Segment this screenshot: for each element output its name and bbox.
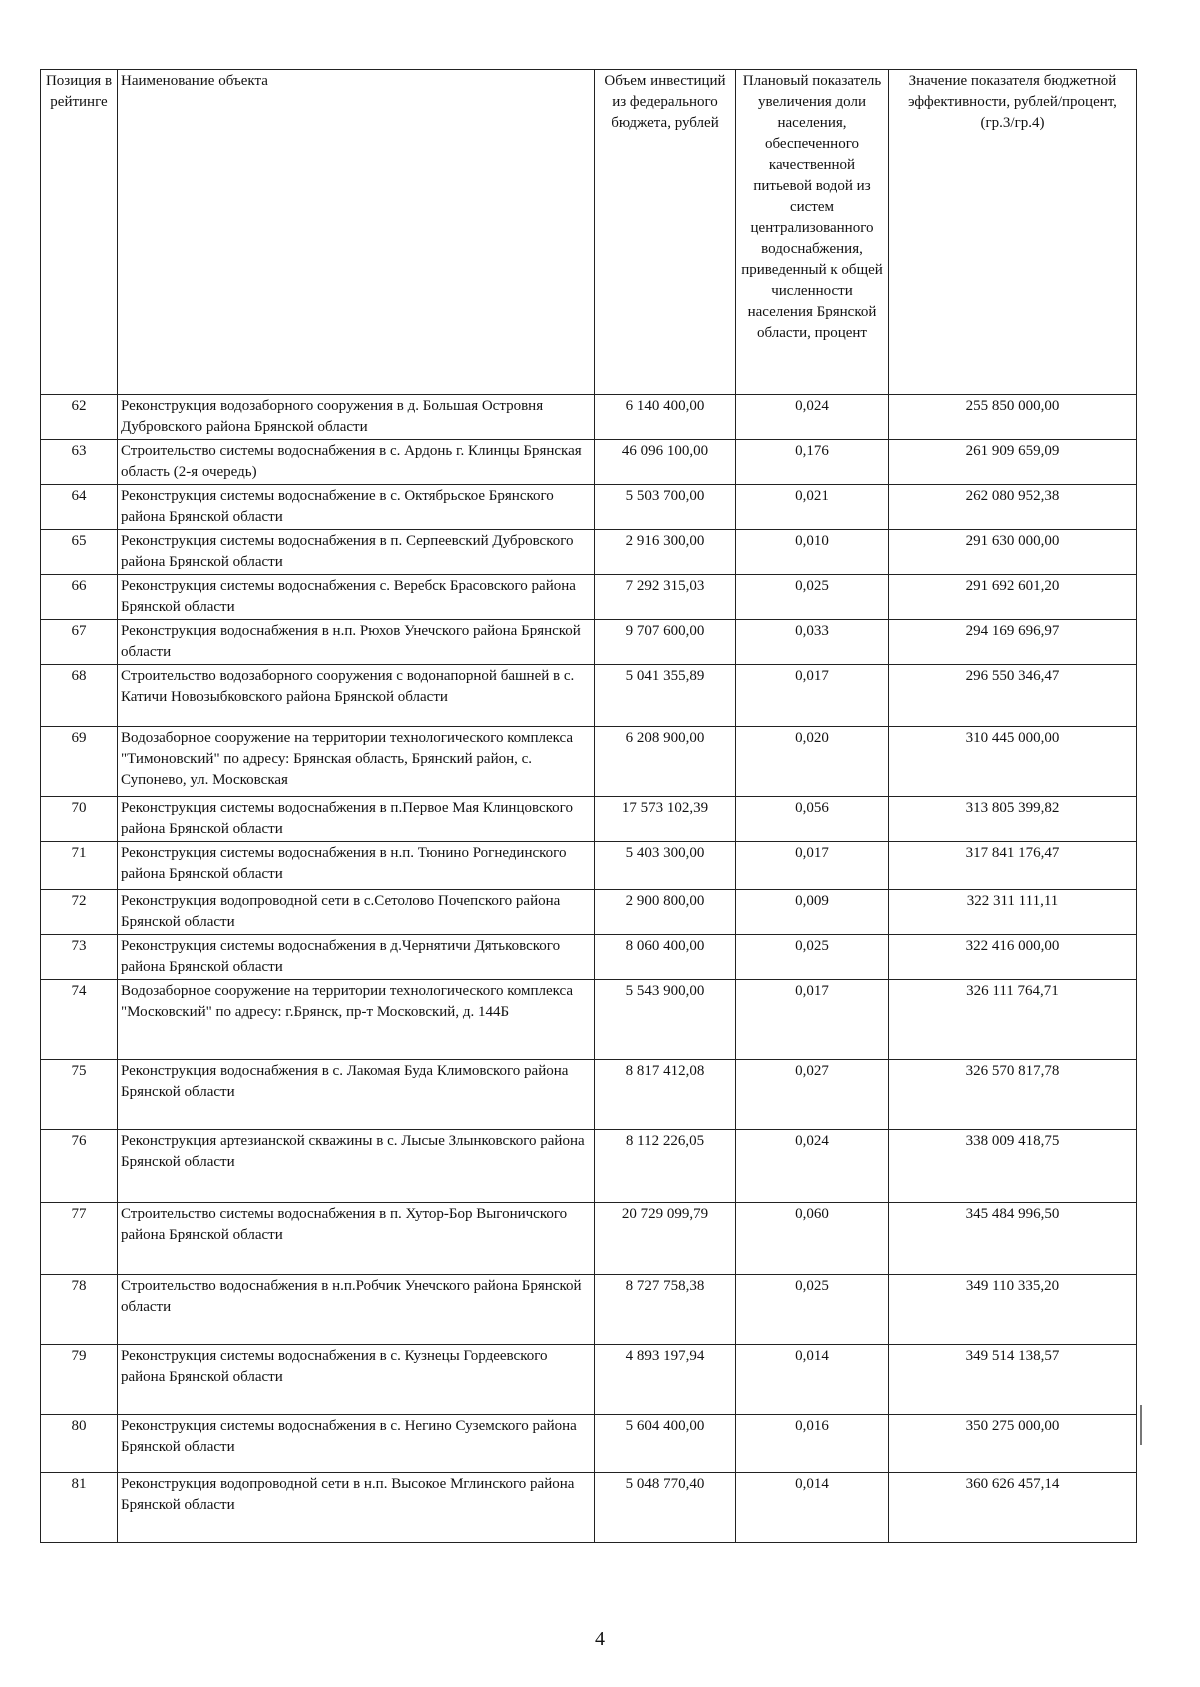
table-row <box>41 1130 1137 1203</box>
row-object-name: Реконструкция водоснабжения в с. Лакомая Буда Климовского района Брянской области <box>118 1060 595 1130</box>
row-planned-indicator: 0,025 <box>736 935 889 980</box>
row-planned-indicator: 0,027 <box>736 1060 889 1130</box>
row-position: 65 <box>41 530 118 575</box>
header-investment: Объем инвестиций из федерального бюджета, рублей <box>595 70 736 395</box>
row-position: 73 <box>41 935 118 980</box>
row-position: 79 <box>41 1345 118 1415</box>
row-position: 76 <box>41 1130 118 1203</box>
row-efficiency: 338 009 418,75 <box>889 1130 1137 1203</box>
row-planned-indicator: 0,025 <box>736 1275 889 1345</box>
table-row <box>41 1203 1137 1275</box>
row-investment: 5 041 355,89 <box>595 665 736 727</box>
row-object-name: Реконструкция водопроводной сети в н.п. Высокое Мглинского района Брянской области <box>118 1473 595 1543</box>
table-row <box>41 1345 1137 1415</box>
row-object-name: Реконструкция системы водоснабжения в п. Серпеевский Дубровского района Брянской области <box>118 530 595 575</box>
table-body <box>41 395 1137 1543</box>
row-planned-indicator: 0,014 <box>736 1345 889 1415</box>
row-investment: 9 707 600,00 <box>595 620 736 665</box>
row-planned-indicator: 0,024 <box>736 1130 889 1203</box>
table-row <box>41 440 1137 485</box>
row-object-name: Реконструкция водозаборного сооружения в д. Большая Островня Дубровского района Брянской области <box>118 395 595 440</box>
row-object-name: Реконструкция системы водоснабжения в н.п. Тюнино Рогнединского района Брянской области <box>118 842 595 890</box>
table-row <box>41 797 1137 842</box>
row-object-name: Реконструкция системы водоснабжения с. Веребск Брасовского района Брянской области <box>118 575 595 620</box>
row-position: 67 <box>41 620 118 665</box>
table-row <box>41 842 1137 890</box>
table-row <box>41 665 1137 727</box>
row-investment: 8 060 400,00 <box>595 935 736 980</box>
row-planned-indicator: 0,060 <box>736 1203 889 1275</box>
row-position: 75 <box>41 1060 118 1130</box>
row-position: 66 <box>41 575 118 620</box>
table-row <box>41 1473 1137 1543</box>
table-row <box>41 575 1137 620</box>
row-object-name: Реконструкция системы водоснабжение в с. Октябрьское Брянского района Брянской области <box>118 485 595 530</box>
header-position: Позиция в рейтинге <box>41 70 118 395</box>
row-investment: 8 112 226,05 <box>595 1130 736 1203</box>
row-efficiency: 349 110 335,20 <box>889 1275 1137 1345</box>
row-object-name: Реконструкция системы водоснабжения в с. Кузнецы Гордеевского района Брянской области <box>118 1345 595 1415</box>
row-investment: 17 573 102,39 <box>595 797 736 842</box>
table-row <box>41 485 1137 530</box>
row-efficiency: 360 626 457,14 <box>889 1473 1137 1543</box>
table-row <box>41 1060 1137 1130</box>
row-planned-indicator: 0,056 <box>736 797 889 842</box>
row-investment: 5 543 900,00 <box>595 980 736 1060</box>
row-position: 71 <box>41 842 118 890</box>
row-investment: 5 403 300,00 <box>595 842 736 890</box>
row-efficiency: 294 169 696,97 <box>889 620 1137 665</box>
row-position: 70 <box>41 797 118 842</box>
table-row <box>41 935 1137 980</box>
row-object-name: Реконструкция системы водоснабжения в с. Негино Суземского района Брянской области <box>118 1415 595 1473</box>
row-position: 63 <box>41 440 118 485</box>
row-object-name: Реконструкция водопроводной сети в с.Сетолово Почепского района Брянской области <box>118 890 595 935</box>
row-object-name: Реконструкция системы водоснабжения в д.Чернятичи Дятьковского района Брянской области <box>118 935 595 980</box>
scan-mark <box>1140 1405 1142 1445</box>
row-efficiency: 310 445 000,00 <box>889 727 1137 797</box>
table-row <box>41 1275 1137 1345</box>
row-investment: 46 096 100,00 <box>595 440 736 485</box>
row-planned-indicator: 0,009 <box>736 890 889 935</box>
row-position: 81 <box>41 1473 118 1543</box>
row-investment: 4 893 197,94 <box>595 1345 736 1415</box>
row-object-name: Строительство системы водоснабжения в п. Хутор-Бор Выгоничского района Брянской области <box>118 1203 595 1275</box>
row-planned-indicator: 0,020 <box>736 727 889 797</box>
row-planned-indicator: 0,017 <box>736 980 889 1060</box>
row-object-name: Реконструкция водоснабжения в н.п. Рюхов Унечского района Брянской области <box>118 620 595 665</box>
header-efficiency: Значение показателя бюджетной эффективности, рублей/процент, (гр.3/гр.4) <box>889 70 1137 395</box>
row-position: 62 <box>41 395 118 440</box>
row-investment: 8 817 412,08 <box>595 1060 736 1130</box>
row-investment: 5 604 400,00 <box>595 1415 736 1473</box>
row-efficiency: 262 080 952,38 <box>889 485 1137 530</box>
row-investment: 20 729 099,79 <box>595 1203 736 1275</box>
row-investment: 2 900 800,00 <box>595 890 736 935</box>
row-efficiency: 322 416 000,00 <box>889 935 1137 980</box>
table-row <box>41 395 1137 440</box>
row-planned-indicator: 0,021 <box>736 485 889 530</box>
row-efficiency: 291 692 601,20 <box>889 575 1137 620</box>
row-planned-indicator: 0,016 <box>736 1415 889 1473</box>
row-object-name: Строительство водозаборного сооружения с водонапорной башней в с. Катичи Новозыбковского района Брянской области <box>118 665 595 727</box>
row-position: 64 <box>41 485 118 530</box>
row-investment: 7 292 315,03 <box>595 575 736 620</box>
row-planned-indicator: 0,017 <box>736 665 889 727</box>
row-planned-indicator: 0,024 <box>736 395 889 440</box>
row-efficiency: 291 630 000,00 <box>889 530 1137 575</box>
row-investment: 6 140 400,00 <box>595 395 736 440</box>
row-efficiency: 313 805 399,82 <box>889 797 1137 842</box>
row-investment: 2 916 300,00 <box>595 530 736 575</box>
row-position: 68 <box>41 665 118 727</box>
rating-table <box>40 69 1137 1543</box>
header-object-name: Наименование объекта <box>118 70 595 395</box>
row-efficiency: 350 275 000,00 <box>889 1415 1137 1473</box>
row-position: 74 <box>41 980 118 1060</box>
table-row <box>41 727 1137 797</box>
row-efficiency: 345 484 996,50 <box>889 1203 1137 1275</box>
table-row <box>41 620 1137 665</box>
row-object-name: Водозаборное сооружение на территории технологического комплекса "Московский" по адресу: г.Брянск, пр-т Московский, д. 144Б <box>118 980 595 1060</box>
table-row <box>41 890 1137 935</box>
row-object-name: Водозаборное сооружение на территории технологического комплекса "Тимоновский" по адресу: Брянская область, Брянский район, с. Супонево, ул. Московская <box>118 727 595 797</box>
row-investment: 5 048 770,40 <box>595 1473 736 1543</box>
row-planned-indicator: 0,025 <box>736 575 889 620</box>
row-investment: 6 208 900,00 <box>595 727 736 797</box>
row-investment: 8 727 758,38 <box>595 1275 736 1345</box>
table-row <box>41 980 1137 1060</box>
row-object-name: Строительство водоснабжения в н.п.Робчик Унечского района Брянской области <box>118 1275 595 1345</box>
row-efficiency: 326 570 817,78 <box>889 1060 1137 1130</box>
row-position: 80 <box>41 1415 118 1473</box>
row-planned-indicator: 0,176 <box>736 440 889 485</box>
table-row <box>41 530 1137 575</box>
row-position: 77 <box>41 1203 118 1275</box>
row-investment: 5 503 700,00 <box>595 485 736 530</box>
row-object-name: Реконструкция артезианской скважины в с. Лысые Злынковского района Брянской области <box>118 1130 595 1203</box>
row-efficiency: 317 841 176,47 <box>889 842 1137 890</box>
table-row <box>41 1415 1137 1473</box>
row-planned-indicator: 0,010 <box>736 530 889 575</box>
header-planned-indicator: Плановый показатель увеличения доли населения, обеспеченного качественной питьевой водой из систем централизованного водоснабжения, приведенный к общей численности населения Брянской области, процент <box>736 70 889 395</box>
row-planned-indicator: 0,033 <box>736 620 889 665</box>
row-object-name: Строительство системы водоснабжения в с. Ардонь г. Клинцы Брянская область (2-я очередь) <box>118 440 595 485</box>
row-efficiency: 296 550 346,47 <box>889 665 1137 727</box>
row-efficiency: 349 514 138,57 <box>889 1345 1137 1415</box>
row-efficiency: 326 111 764,71 <box>889 980 1137 1060</box>
table-header-row <box>41 70 1137 395</box>
row-efficiency: 261 909 659,09 <box>889 440 1137 485</box>
row-efficiency: 322 311 111,11 <box>889 890 1137 935</box>
row-position: 72 <box>41 890 118 935</box>
row-planned-indicator: 0,017 <box>736 842 889 890</box>
page-number: 4 <box>595 1628 605 1650</box>
row-object-name: Реконструкция системы водоснабжения в п.Первое Мая Клинцовского района Брянской области <box>118 797 595 842</box>
row-position: 69 <box>41 727 118 797</box>
row-efficiency: 255 850 000,00 <box>889 395 1137 440</box>
row-planned-indicator: 0,014 <box>736 1473 889 1543</box>
row-position: 78 <box>41 1275 118 1345</box>
